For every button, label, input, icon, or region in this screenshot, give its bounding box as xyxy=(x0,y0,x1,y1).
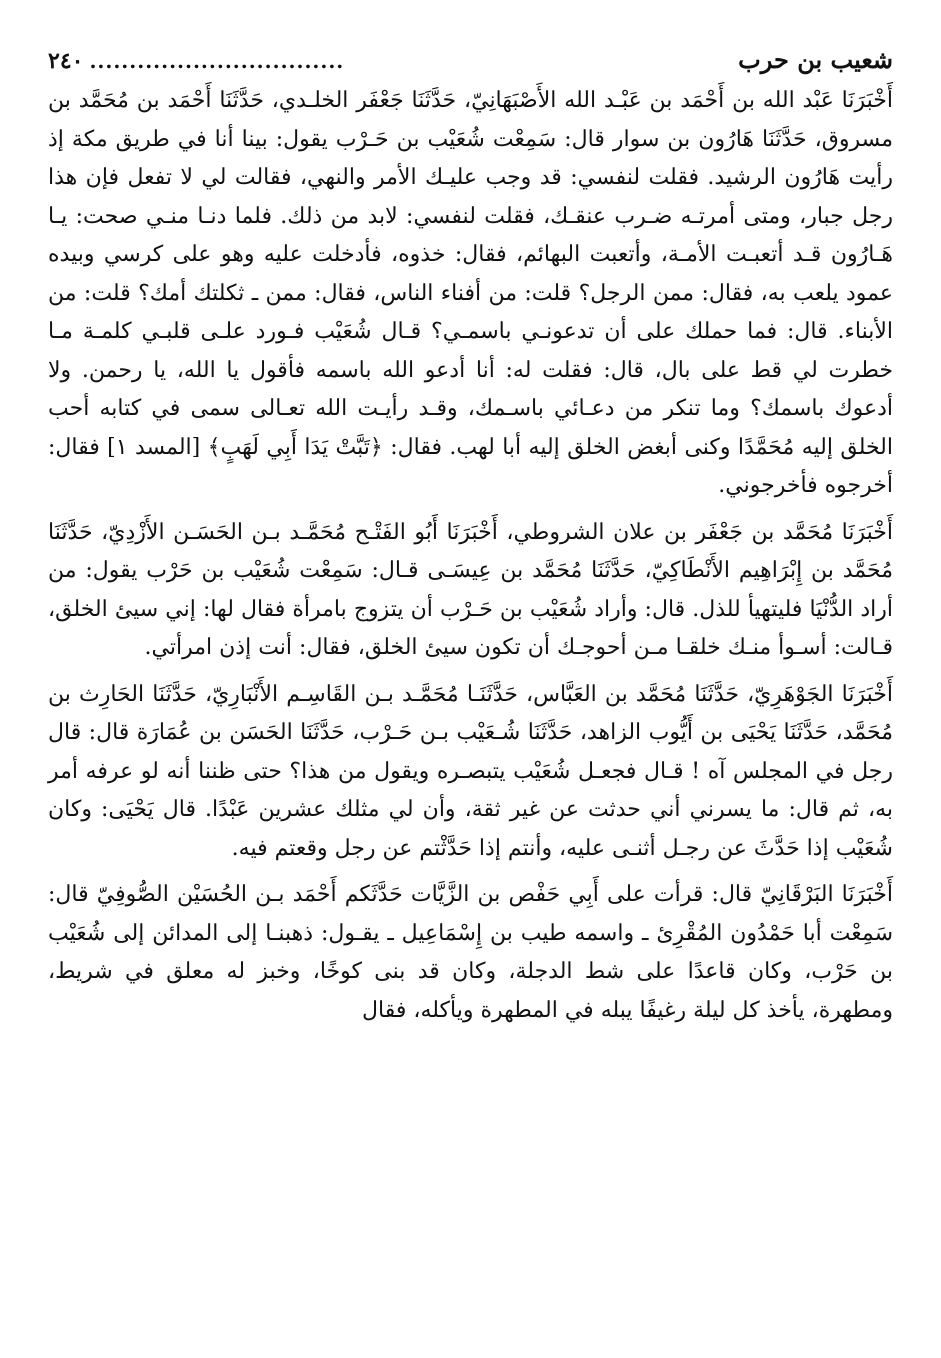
leader-dots: ................................ xyxy=(89,49,345,73)
page-number-group xyxy=(48,41,344,81)
book-page xyxy=(48,40,893,1030)
paragraph-1: أَخْبَرَنَا عَبْد الله بن أَحْمَد بن عَبْـد الله الأَصْبَهَانِيّ، حَدَّثَنَا جَعْفَر الخلـدي، حَدَّثَنَا أَحْمَد بن مُحَمَّد بن مسروق، حَدَّثَنَا هَارُون بن سوار قال: سَمِعْت شُعَيْب بن حَـرْب يقول: بينا أنا في طريق مكة إذ رأيت هَارُون الرشيد. فقلت لنفسي: قد وجب عليـك الأمر والنهي، فقالت لي لا تفعل فإن هذا رجل جبار، ومتى أمرتـه ضـرب عنقـك، فقلت لنفسي: لابد من ذلك. فلما دنـا منـي صحت: يـا هَـارُون قـد أتعبـت الأمـة، وأتعبت البهائم، فقال: خذوه، فأدخلت عليه وهو على كرسي وبيده عمود يلعب به، فقال: ممن الرجل؟ قلت: من أفناء الناس، فقال: ممن ـ ثكلتك أمك؟ قلت: من الأبناء. قال: فما حملك على أن تدعونـي باسمـي؟ قـال شُعَيْب فـورد علـى قلبـي كلمـة مـا خطرت لي قط على بال، قال: فقلت له: أنا أدعو الله باسمه فأقول يا الله، يا رحمن. ولا أدعوك باسمك؟ وما تنكر من دعـائي باسـمك، وقـد رأيـت الله تعـالى سمى في كتابه أحب الخلق إليه مُحَمَّدًا وكنى أبغض الخلق إليه أبا لهب. فقال: ﴿تَبَّتْ يَدَا أَبِي لَهَبٍ﴾ [المسد ١] فقال: أخرجوه فأخرجوني. xyxy=(48,88,893,498)
running-title: شعيب بن حرب xyxy=(738,45,893,74)
paragraph-3: أَخْبَرَنَا الجَوْهَرِيّ، حَدَّثَنَا مُحَمَّد بن العَبَّاس، حَدَّثَنَـا مُحَمَّـد بـن القَاسِـم الأَنْبَارِيّ، حَدَّثَنَا الحَارِث بن مُحَمَّد، حَدَّثَنَا يَحْيَى بن أَيُّوب الزاهد، حَدَّثَنَا شُـعَيْب بـن حَـرْب، حَدَّثَنَا الحَسَن بن عُمَارَة قال: قال رجل في المجلس آه ! قـال فجعـل شُعَيْب يتبصـره ويقول من هذا؟ حتى ظننا أنه لو عرفه أمر به، ثم قال: ما يسرني أني حدثت عن غير ثقة، وأن لي مثلك عشرين عَبْدًا. قال يَحْيَى: وكان شُعَيْب إذا حَدَّثَ عن رجـل أثنـى عليه، وأنتم إذا حَدَّثْتم عن رجل وقعتم فيه. xyxy=(48,681,893,861)
paragraph-2: أَخْبَرَنَا مُحَمَّد بن جَعْفَر بن علان الشروطي، أَخْبَرَنَا أَبُو الفَتْـح مُحَمَّـد بـن الحَسَـن الأَزْدِيّ، حَدَّثَنَا مُحَمَّد بن إِبْرَاهِيم الأَنْطَاكِيّ، حَدَّثَنَا مُحَمَّد بن عِيسَـى قـال: سَمِعْت شُعَيْب بن حَرْب يقول: من أراد الدُّنْيَا فليتهيأ للذل. قال: وأراد شُعَيْب بن حَـرْب أن يتزوج بامرأة فقال لها: إني سيئ الخلق، قـالت: أسـوأ منـك خلقـا مـن أحوجـك أن تكون سيئ الخلق، فقال: أنت إذن امرأتي. xyxy=(48,519,893,660)
page-number: ٢٤٠ xyxy=(48,48,84,74)
page-header xyxy=(48,40,893,82)
paragraph-4: أَخْبَرَنَا البَرْقَانِيّ قال: قرأت على أَبِي حَفْص بن الزَّيَّات حَدَّثَكم أَحْمَد بـن الحُسَيْن الصُّوفِيّ قال: سَمِعْت أبا حَمْدُون المُقْرِئ ـ واسمه طيب بن إِسْمَاعِيل ـ يقـول: ذهبنـا إلى المدائن إلى شُعَيْب بن حَرْب، وكان قاعدًا على شط الدجلة، وكان قد بنى كوخًا، وخبز له معلق في شريط، ومطهرة، يأخذ كل ليلة رغيفًا يبله في المطهرة ويأكله، فقال xyxy=(48,882,893,1023)
